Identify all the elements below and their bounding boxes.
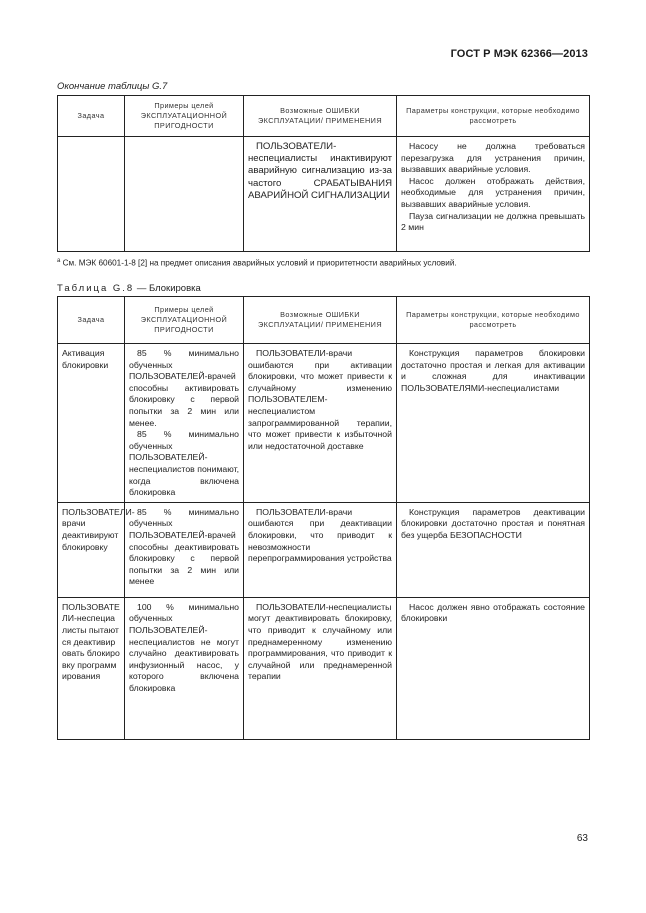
footnote-text: См. МЭК 60601-1-8 [2] на предмет описания аварийных условий и приоритетности аварийных условий. <box>60 258 457 268</box>
table1-param-1: Насосу не должна требоваться перезагрузка для устранения причин, вызвавших аварийные условия. <box>401 141 585 175</box>
table2-caption <box>57 283 201 294</box>
table2-row2-task: ПОЛЬЗОВАТЕЛИ- врачи деактивируют блокировку <box>58 502 125 597</box>
table1-cell-goals <box>125 137 244 252</box>
table2-row3-errors: ПОЛЬЗОВАТЕЛИ-неспециалисты могут деактивировать блокировку, что приводит к случайному или преднамеренному изменению программирования, что приводит к случайной или преднамеренной терапии <box>244 597 397 739</box>
page-number: 63 <box>576 833 588 844</box>
table2-header-goals: Примеры целей ЭКСПЛУАТАЦИОННОЙ ПРИГОДНОСТИ <box>125 297 244 344</box>
table2-row1-params: Конструкция параметров блокировки достаточно простая и легкая для активации и сложная для инактивации ПОЛЬЗОВАТЕЛЯМИ-неспециалистами <box>397 344 590 503</box>
table2-row1-task: Активация блокировки <box>58 344 125 503</box>
table2-row <box>58 597 590 739</box>
table2-row3-params: Насос должен явно отображать состояние блокировки <box>397 597 590 739</box>
table2-row2-goal-1: 85 % минимально обученных ПОЛЬЗОВАТЕЛЕЙ-врачей способны деактивировать блокировку с первой попытки за 2 мин или менее <box>129 506 239 587</box>
table1-param-2: Насос должен отображать действия, необходимые для устранения причин, вызвавших аварийные условия. <box>401 175 585 209</box>
table2-row3-goals <box>125 597 244 739</box>
table1-header-params: Параметры конструкции, которые необходимо рассмотреть <box>397 96 590 137</box>
table2-header-errors: Возможные ОШИБКИ ЭКСПЛУАТАЦИИ/ ПРИМЕНЕНИЯ <box>244 297 397 344</box>
table1-header-goals: Примеры целей ЭКСПЛУАТАЦИОННОЙ ПРИГОДНОСТИ <box>125 96 244 137</box>
document-title: ГОСТ Р МЭК 62366—2013 <box>450 48 588 60</box>
table-g8-blocking <box>57 296 590 740</box>
table2-caption-prefix: Таблица G.8 <box>57 283 135 294</box>
table2-row2-errors: ПОЛЬЗОВАТЕЛИ-врачи ошибаются при деактивации блокировки, что приводит к невозможности перепрограммирования устройства <box>244 502 397 597</box>
table2-row1-goals <box>125 344 244 503</box>
table-g7-end <box>57 95 590 252</box>
table2-caption-text: — Блокировка <box>134 283 201 294</box>
table2-row <box>58 344 590 503</box>
table1-cell-errors: ПОЛЬЗОВАТЕЛИ-неспециалисты инактивируют аварийную сигнализацию из-за частого СРАБАТЫВАНИЯ АВАРИЙНОЙ СИГНАЛИЗАЦИИ <box>244 137 397 252</box>
table2-row3-goal-1: 100 % минимально обученных ПОЛЬЗОВАТЕЛЕЙ-неспециалистов не могут случайно деактивировать инфузионный насос, у которого включена блокировка <box>129 601 239 693</box>
table2-header-task: Задача <box>58 297 125 344</box>
table1-caption: Окончание таблицы G.7 <box>57 81 168 92</box>
table1-header-task: Задача <box>58 96 125 137</box>
table1-param-3: Пауза сигнализации не должна превышать 2 мин <box>401 210 585 233</box>
table1-header-errors: Возможные ОШИБКИ ЭКСПЛУАТАЦИИ/ ПРИМЕНЕНИЯ <box>244 96 397 137</box>
table1-row <box>58 137 590 252</box>
table2-row1-goal-1: 85 % минимально обученных ПОЛЬЗОВАТЕЛЕЙ-врачей способны активировать блокировку с первой попытки за 2 мин или менее. <box>129 348 239 428</box>
table2-header-params: Параметры конструкции, которые необходимо рассмотреть <box>397 297 590 344</box>
footnote <box>57 258 457 268</box>
table2-row2-goals <box>125 502 244 597</box>
footnote-marker: а <box>57 258 61 264</box>
table2-header-row <box>58 297 590 344</box>
table2-row2-params: Конструкция параметров деактивации блокировки достаточно простая и понятная без ущерба БЕЗОПАСНОСТИ <box>397 502 590 597</box>
table2-row <box>58 502 590 597</box>
table1-cell-params <box>397 137 590 252</box>
table2-row1-goal-2: 85 % минимально обученных ПОЛЬЗОВАТЕЛЕЙ-неспециалистов понимают, когда включена блокировка <box>129 429 239 498</box>
table2-row1-errors: ПОЛЬЗОВАТЕЛИ-врачи ошибаются при активации блокировки, что может привести к случайному изменению ПОЛЬЗОВАТЕЛЕМ-неспециалистом запрограммированной терапии, что может привести к избыточной или недостаточной доставке <box>244 344 397 503</box>
table1-header-row <box>58 96 590 137</box>
table1-cell-task <box>58 137 125 252</box>
table2-row3-task: ПОЛЬЗОВАТЕЛИ-неспециалисты пытаются деактивировать блокировку программирования <box>58 597 125 739</box>
